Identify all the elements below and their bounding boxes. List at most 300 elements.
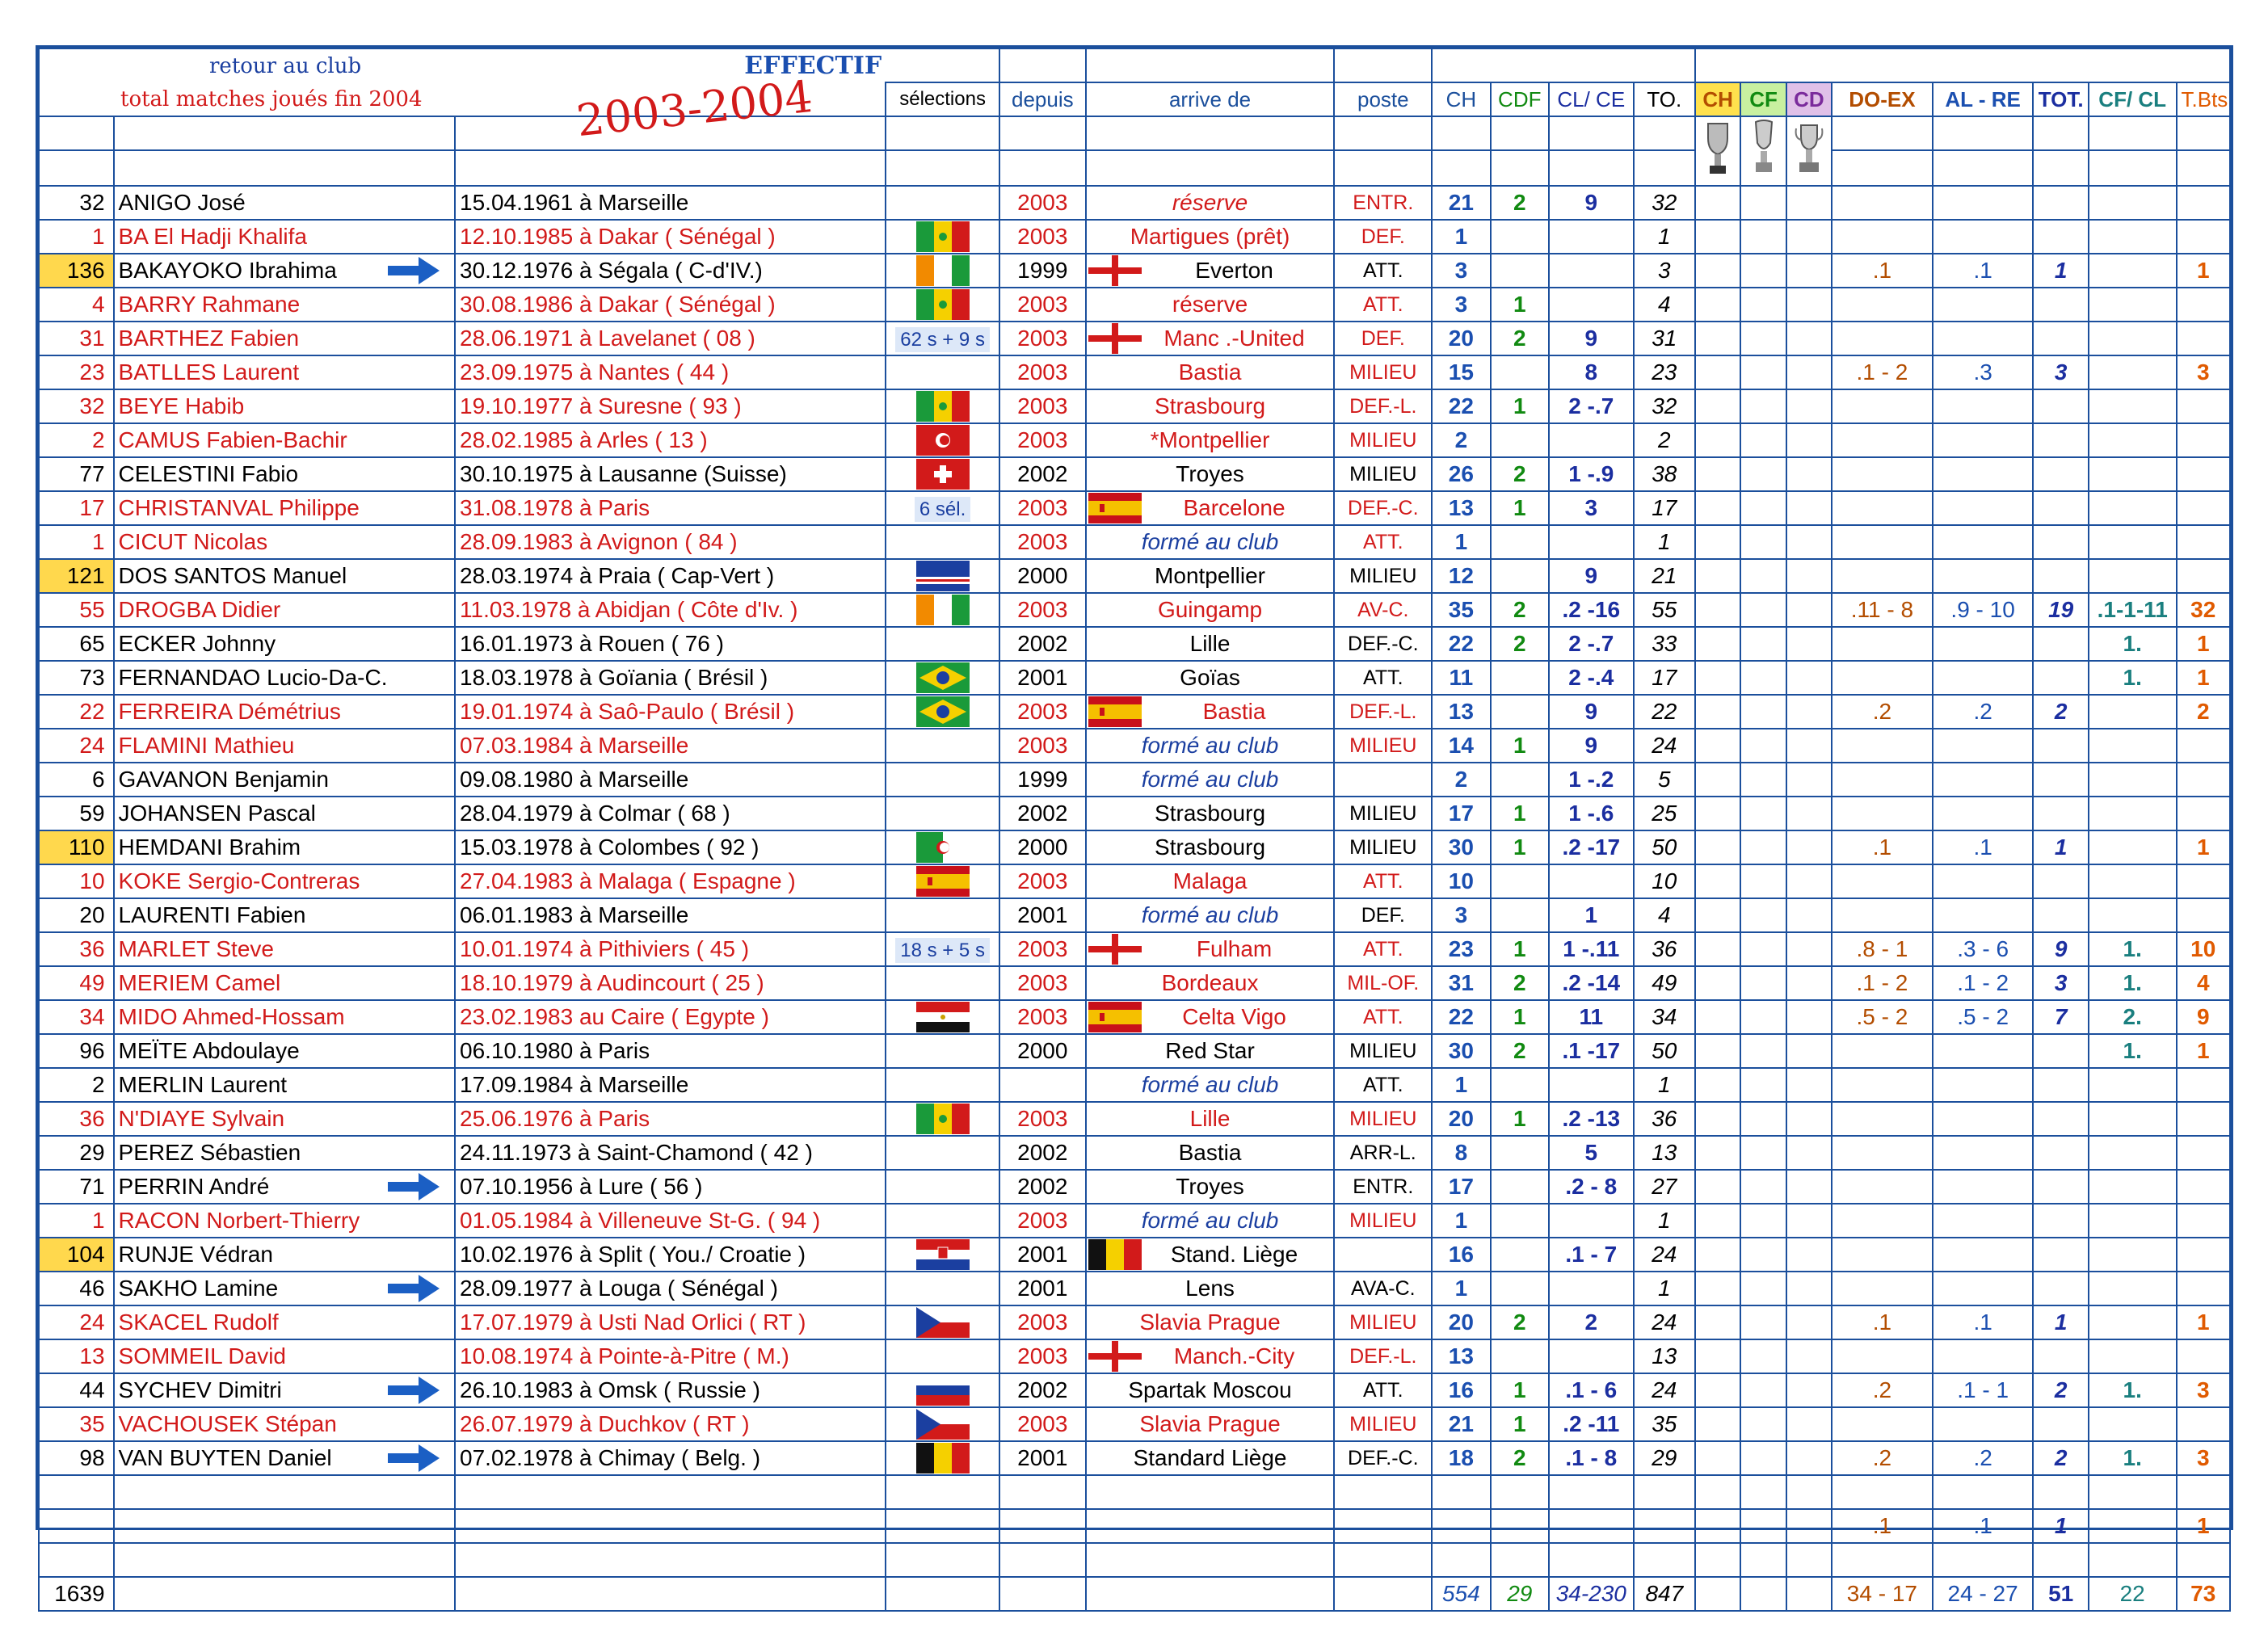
empty-cell	[886, 1475, 999, 1509]
empty-cell	[1549, 1509, 1634, 1543]
player-name	[114, 457, 456, 491]
stat-doex	[1832, 661, 1933, 695]
since-year: 1999	[999, 254, 1086, 288]
player-name	[114, 830, 456, 864]
origin-club-text: Slavia Prague	[1139, 1310, 1281, 1335]
matches-count: 46	[39, 1272, 114, 1305]
totals-row	[39, 1577, 2230, 1611]
stat-tot	[2033, 1136, 2088, 1170]
stat-tbts	[2177, 1170, 2231, 1204]
stat-tbts	[2177, 1102, 2231, 1136]
empty-cell	[39, 1543, 114, 1577]
stat-doex	[1832, 1136, 1933, 1170]
stat-clce	[1549, 254, 1634, 288]
stat-ch: 13	[1432, 1339, 1490, 1373]
empty-cell	[1786, 1475, 1832, 1509]
origin-club	[1086, 1339, 1335, 1373]
birth-info: 10.08.1974 à Pointe-à-Pitre ( M.)	[455, 1339, 886, 1373]
stat-alre	[1933, 1102, 2034, 1136]
trophy-ch-icon	[1695, 116, 1740, 186]
birth-info: 23.09.1975 à Nantes ( 44 )	[455, 355, 886, 389]
trophy-cd-cell	[1786, 1407, 1832, 1441]
matches-count: 2	[39, 1068, 114, 1102]
empty-cell	[1786, 1577, 1832, 1611]
stat-cdf: 1	[1491, 491, 1549, 525]
selections-count: 62 s + 9 s	[895, 327, 990, 352]
birth-info: 31.08.1978 à Paris	[455, 491, 886, 525]
matches-count: 2	[39, 423, 114, 457]
origin-club-text: Fulham	[1196, 936, 1273, 961]
birth-info: 06.10.1980 à Paris	[455, 1034, 886, 1068]
empty-cell	[1432, 1475, 1490, 1509]
stat-alre: .1	[1933, 1305, 2034, 1339]
total-cdf: 29	[1491, 1577, 1549, 1611]
stat-alre: .3 - 6	[1933, 932, 2034, 966]
table-row	[39, 729, 2230, 763]
senegal-flag-icon	[916, 289, 970, 320]
header-effectif: EFFECTIF	[455, 48, 886, 82]
birth-info: 28.09.1977 à Louga ( Sénégal )	[455, 1272, 886, 1305]
table-row	[39, 593, 2230, 627]
stat-alre: .1	[1933, 254, 2034, 288]
position: AV-C.	[1334, 593, 1432, 627]
trophy-cf-cell	[1740, 864, 1786, 898]
table-row	[39, 1441, 2230, 1475]
stat-ch: 21	[1432, 1407, 1490, 1441]
since-year: 2003	[999, 220, 1086, 254]
stat-ch: 30	[1432, 1034, 1490, 1068]
trophy-ch-cell	[1695, 220, 1740, 254]
player-name	[114, 627, 456, 661]
player-name-text: BAKAYOKO Ibrahima	[118, 258, 337, 283]
stat-tbts: 3	[2177, 1441, 2231, 1475]
birth-info: 19.01.1974 à Saô-Paulo ( Brésil )	[455, 695, 886, 729]
selections-cell	[886, 1441, 999, 1475]
stat-doex	[1832, 1339, 1933, 1373]
origin-club-text: Spartak Moscou	[1128, 1377, 1292, 1402]
selections-cell	[886, 898, 999, 932]
origin-club	[1086, 322, 1335, 355]
col-poste: poste	[1334, 82, 1432, 116]
stat-total: 13	[1634, 1339, 1695, 1373]
origin-club	[1086, 355, 1335, 389]
stat-cfcl	[2089, 423, 2177, 457]
stat-alre	[1933, 525, 2034, 559]
matches-count: 31	[39, 322, 114, 355]
player-name-text: JOHANSEN Pascal	[118, 801, 316, 826]
stat-ch: 2	[1432, 763, 1490, 797]
empty-cell	[1086, 1509, 1335, 1543]
table-row	[39, 322, 2230, 355]
player-name	[114, 1136, 456, 1170]
stat-cdf	[1491, 1136, 1549, 1170]
stat-alre	[1933, 898, 2034, 932]
matches-count: 73	[39, 661, 114, 695]
stat-total: 50	[1634, 1034, 1695, 1068]
total-ch: 554	[1432, 1577, 1490, 1611]
since-year: 2003	[999, 1000, 1086, 1034]
trophy-cd-cell	[1786, 593, 1832, 627]
trophy-cf-cell	[1740, 288, 1786, 322]
stat-cfcl: 1.	[2089, 966, 2177, 1000]
stat-alre	[1933, 220, 2034, 254]
selections-cell	[886, 1204, 999, 1238]
trophy-cd-cell	[1786, 389, 1832, 423]
tunisia-flag-icon	[916, 425, 970, 456]
stat-total: 32	[1634, 389, 1695, 423]
table-row	[39, 1272, 2230, 1305]
position: MILIEU	[1334, 1305, 1432, 1339]
player-name-text: RACON Norbert-Thierry	[118, 1208, 360, 1233]
stat-tot	[2033, 1407, 2088, 1441]
empty-cell	[455, 1543, 886, 1577]
player-name	[114, 1102, 456, 1136]
matches-count: 49	[39, 966, 114, 1000]
player-name-text: MARLET Steve	[118, 936, 274, 961]
player-name-text: CHRISTANVAL Philippe	[118, 495, 360, 520]
matches-count: 59	[39, 797, 114, 830]
trophy-cf-cell	[1740, 1339, 1786, 1373]
position: ATT.	[1334, 661, 1432, 695]
stat-cfcl	[2089, 1170, 2177, 1204]
player-name	[114, 559, 456, 593]
stat-doex	[1832, 797, 1933, 830]
stat-cdf: 1	[1491, 932, 1549, 966]
stat-ch: 23	[1432, 932, 1490, 966]
trophy-cd-cell	[1786, 525, 1832, 559]
selections-cell	[886, 186, 999, 220]
stat-cfcl	[2089, 1204, 2177, 1238]
matches-count: 104	[39, 1238, 114, 1272]
position: MILIEU	[1334, 457, 1432, 491]
player-name	[114, 254, 456, 288]
table-row	[39, 1170, 2230, 1204]
empty-cell	[2089, 1543, 2177, 1577]
stat-cfcl	[2089, 355, 2177, 389]
trophy-ch-cell	[1695, 423, 1740, 457]
trophy-cd-cell	[1786, 220, 1832, 254]
since-year: 2003	[999, 186, 1086, 220]
extra-tbts: 1	[2177, 1509, 2231, 1543]
birth-info: 27.04.1983 à Malaga ( Espagne )	[455, 864, 886, 898]
trophy-ch-cell	[1695, 1068, 1740, 1102]
stat-doex	[1832, 525, 1933, 559]
trophy-cd-cell	[1786, 1000, 1832, 1034]
origin-club-text: Bastia	[1202, 699, 1266, 724]
stat-total: 23	[1634, 355, 1695, 389]
selections-cell	[886, 1102, 999, 1136]
since-year: 2000	[999, 830, 1086, 864]
stat-cfcl: 1.	[2089, 1441, 2177, 1475]
stat-tot	[2033, 627, 2088, 661]
player-name-text: SYCHEV Dimitri	[118, 1377, 282, 1402]
selections-cell	[886, 695, 999, 729]
player-name	[114, 1441, 456, 1475]
trophy-cd-cell	[1786, 457, 1832, 491]
stat-cfcl	[2089, 389, 2177, 423]
stat-tot	[2033, 864, 2088, 898]
col-cd: CD	[1786, 82, 1832, 116]
player-name-text: VAN BUYTEN Daniel	[118, 1445, 332, 1470]
stat-total: 1	[1634, 525, 1695, 559]
since-year: 2002	[999, 1170, 1086, 1204]
stat-tbts: 3	[2177, 1373, 2231, 1407]
trophy-cd-icon	[1786, 116, 1832, 186]
matches-count: 35	[39, 1407, 114, 1441]
trophy-cf-icon	[1740, 116, 1786, 186]
stat-cdf	[1491, 1204, 1549, 1238]
stat-alre	[1933, 1034, 2034, 1068]
spain-flag-icon	[1088, 696, 1142, 727]
since-year: 2003	[999, 355, 1086, 389]
col-ch: CH	[1432, 82, 1490, 116]
selections-cell	[886, 1407, 999, 1441]
stat-total: 32	[1634, 186, 1695, 220]
stat-tbts: 1	[2177, 254, 2231, 288]
stat-cdf: 1	[1491, 389, 1549, 423]
stat-tot	[2033, 423, 2088, 457]
position: ATT.	[1334, 1068, 1432, 1102]
origin-club	[1086, 220, 1335, 254]
stat-cdf	[1491, 1068, 1549, 1102]
stat-cdf	[1491, 1238, 1549, 1272]
stat-tbts	[2177, 322, 2231, 355]
empty-cell	[1334, 1475, 1432, 1509]
stat-total: 1	[1634, 1204, 1695, 1238]
stat-doex: .1	[1832, 254, 1933, 288]
empty-cell	[1491, 1543, 1549, 1577]
selections-cell	[886, 389, 999, 423]
origin-club	[1086, 1170, 1335, 1204]
matches-count: 110	[39, 830, 114, 864]
croatia-flag-icon	[916, 1239, 970, 1270]
stat-cdf: 1	[1491, 729, 1549, 763]
player-name-text: FERREIRA Démétrius	[118, 699, 341, 724]
position: DEF.-C.	[1334, 491, 1432, 525]
since-year: 2003	[999, 322, 1086, 355]
birth-info: 15.03.1978 à Colombes ( 92 )	[455, 830, 886, 864]
position: ATT.	[1334, 525, 1432, 559]
stat-alre	[1933, 627, 2034, 661]
table-row	[39, 1034, 2230, 1068]
origin-club-text: formé au club	[1141, 529, 1279, 554]
stat-ch: 17	[1432, 1170, 1490, 1204]
trophy-cd-cell	[1786, 1170, 1832, 1204]
matches-count: 23	[39, 355, 114, 389]
table-row	[39, 1204, 2230, 1238]
trophy-cd-cell	[1786, 1373, 1832, 1407]
since-year: 2003	[999, 1204, 1086, 1238]
selections-cell	[886, 355, 999, 389]
player-name-text: CELESTINI Fabio	[118, 461, 299, 486]
trophy-cf-cell	[1740, 1102, 1786, 1136]
player-name	[114, 661, 456, 695]
origin-club-text: réserve	[1172, 292, 1248, 317]
stat-clce: 9	[1549, 695, 1634, 729]
stat-tbts: 32	[2177, 593, 2231, 627]
header-row-3	[39, 116, 2230, 150]
spain-flag-icon	[916, 866, 970, 897]
empty-cell	[114, 1577, 456, 1611]
stat-total: 24	[1634, 729, 1695, 763]
trophy-ch-cell	[1695, 389, 1740, 423]
since-year: 2003	[999, 695, 1086, 729]
trophy-cf-cell	[1740, 661, 1786, 695]
stat-cdf: 2	[1491, 186, 1549, 220]
stat-clce	[1549, 1068, 1634, 1102]
stat-tbts: 1	[2177, 627, 2231, 661]
trophy-ch-cell	[1695, 1034, 1740, 1068]
matches-count: 98	[39, 1441, 114, 1475]
origin-club-text: formé au club	[1141, 1072, 1279, 1097]
birth-info: 17.07.1979 à Usti Nad Orlici ( RT )	[455, 1305, 886, 1339]
birth-info: 06.01.1983 à Marseille	[455, 898, 886, 932]
stat-alre	[1933, 457, 2034, 491]
stat-alre	[1933, 186, 2034, 220]
selections-cell	[886, 1272, 999, 1305]
matches-count: 24	[39, 1305, 114, 1339]
stat-alre	[1933, 288, 2034, 322]
empty-cell	[2033, 1475, 2088, 1509]
origin-club	[1086, 830, 1335, 864]
position: ATT.	[1334, 288, 1432, 322]
stat-cdf: 2	[1491, 627, 1549, 661]
stat-ch: 13	[1432, 491, 1490, 525]
player-name	[114, 1068, 456, 1102]
origin-club-text: Goïas	[1180, 665, 1240, 690]
player-name	[114, 288, 456, 322]
col-ch2: CH	[1695, 82, 1740, 116]
player-name	[114, 1034, 456, 1068]
stat-total: 4	[1634, 288, 1695, 322]
since-year: 2003	[999, 864, 1086, 898]
senegal-flag-icon	[916, 1104, 970, 1134]
origin-club-text: Bastia	[1178, 359, 1242, 385]
stat-clce	[1549, 1339, 1634, 1373]
stat-total: 50	[1634, 830, 1695, 864]
stat-doex: .1 - 2	[1832, 355, 1933, 389]
trophy-ch-cell	[1695, 1272, 1740, 1305]
trophy-cd-cell	[1786, 1238, 1832, 1272]
table-row	[39, 1068, 2230, 1102]
player-name-text: MERIEM Camel	[118, 970, 281, 995]
stat-alre	[1933, 1238, 2034, 1272]
origin-club	[1086, 1238, 1335, 1272]
table-row	[39, 1238, 2230, 1272]
position: MILIEU	[1334, 1204, 1432, 1238]
since-year: 2003	[999, 1339, 1086, 1373]
position: ATT.	[1334, 1373, 1432, 1407]
stat-tbts	[2177, 220, 2231, 254]
position: DEF.	[1334, 220, 1432, 254]
stat-ch: 20	[1432, 322, 1490, 355]
stat-clce: .1 - 6	[1549, 1373, 1634, 1407]
stat-alre: .1 - 1	[1933, 1373, 2034, 1407]
player-name-text: SOMMEIL David	[118, 1343, 286, 1368]
trophy-ch-cell	[1695, 1170, 1740, 1204]
origin-club-text: réserve	[1172, 190, 1248, 215]
trophy-cd-cell	[1786, 661, 1832, 695]
trophy-cd-cell	[1786, 355, 1832, 389]
since-year: 2003	[999, 491, 1086, 525]
trophy-cf-cell	[1740, 932, 1786, 966]
total-to: 847	[1634, 1577, 1695, 1611]
trophy-ch-cell	[1695, 1305, 1740, 1339]
selections-cell	[886, 661, 999, 695]
trophy-ch-cell	[1695, 1204, 1740, 1238]
trophy-ch-cell	[1695, 1136, 1740, 1170]
stat-clce	[1549, 525, 1634, 559]
trophy-ch-cell	[1695, 898, 1740, 932]
since-year: 2003	[999, 593, 1086, 627]
birth-info: 26.10.1983 à Omsk ( Russie )	[455, 1373, 886, 1407]
stat-cfcl	[2089, 864, 2177, 898]
total-cfcl: 22	[2089, 1577, 2177, 1611]
empty-cell	[114, 1543, 456, 1577]
stat-cdf	[1491, 355, 1549, 389]
stat-tbts	[2177, 1136, 2231, 1170]
stat-doex	[1832, 1102, 1933, 1136]
player-name-text: FLAMINI Mathieu	[118, 733, 295, 758]
selections-cell	[886, 1136, 999, 1170]
brazil-flag-icon	[916, 662, 970, 693]
table-row	[39, 186, 2230, 220]
stat-doex	[1832, 1204, 1933, 1238]
trophy-cd-cell	[1786, 1136, 1832, 1170]
birth-info: 11.03.1978 à Abidjan ( Côte d'Iv. )	[455, 593, 886, 627]
empty-cell	[999, 1577, 1086, 1611]
stat-cfcl	[2089, 898, 2177, 932]
player-name	[114, 966, 456, 1000]
birth-info: 30.10.1975 à Lausanne (Suisse)	[455, 457, 886, 491]
trophy-cf-cell	[1740, 1238, 1786, 1272]
origin-club	[1086, 254, 1335, 288]
since-year: 2002	[999, 1136, 1086, 1170]
stat-tbts	[2177, 186, 2231, 220]
origin-club	[1086, 1305, 1335, 1339]
stat-tot	[2033, 220, 2088, 254]
since-year: 2000	[999, 1034, 1086, 1068]
stat-ch: 1	[1432, 1068, 1490, 1102]
player-name-text: BARTHEZ Fabien	[118, 326, 300, 351]
trophy-cd-cell	[1786, 1339, 1832, 1373]
matches-count: 17	[39, 491, 114, 525]
birth-info: 30.08.1986 à Dakar ( Sénégal )	[455, 288, 886, 322]
player-name	[114, 1407, 456, 1441]
trophy-cf-cell	[1740, 729, 1786, 763]
empty-cell	[1695, 1577, 1740, 1611]
stat-clce: 3	[1549, 491, 1634, 525]
trophy-cf-cell	[1740, 1170, 1786, 1204]
stat-ch: 8	[1432, 1136, 1490, 1170]
since-year: 2002	[999, 797, 1086, 830]
player-name	[114, 1272, 456, 1305]
position: ATT.	[1334, 254, 1432, 288]
stat-clce	[1549, 1272, 1634, 1305]
origin-club-text: Martigues (prêt)	[1130, 224, 1290, 249]
since-year: 2003	[999, 525, 1086, 559]
empty-cell	[886, 1509, 999, 1543]
trophy-cf-cell	[1740, 457, 1786, 491]
player-name-text: BA El Hadji Khalifa	[118, 224, 307, 249]
player-name-text: RUNJE Védran	[118, 1242, 273, 1267]
stat-cfcl	[2089, 1339, 2177, 1373]
stat-tot	[2033, 729, 2088, 763]
player-name	[114, 322, 456, 355]
selections-cell	[886, 830, 999, 864]
selections-cell	[886, 1238, 999, 1272]
origin-club	[1086, 627, 1335, 661]
